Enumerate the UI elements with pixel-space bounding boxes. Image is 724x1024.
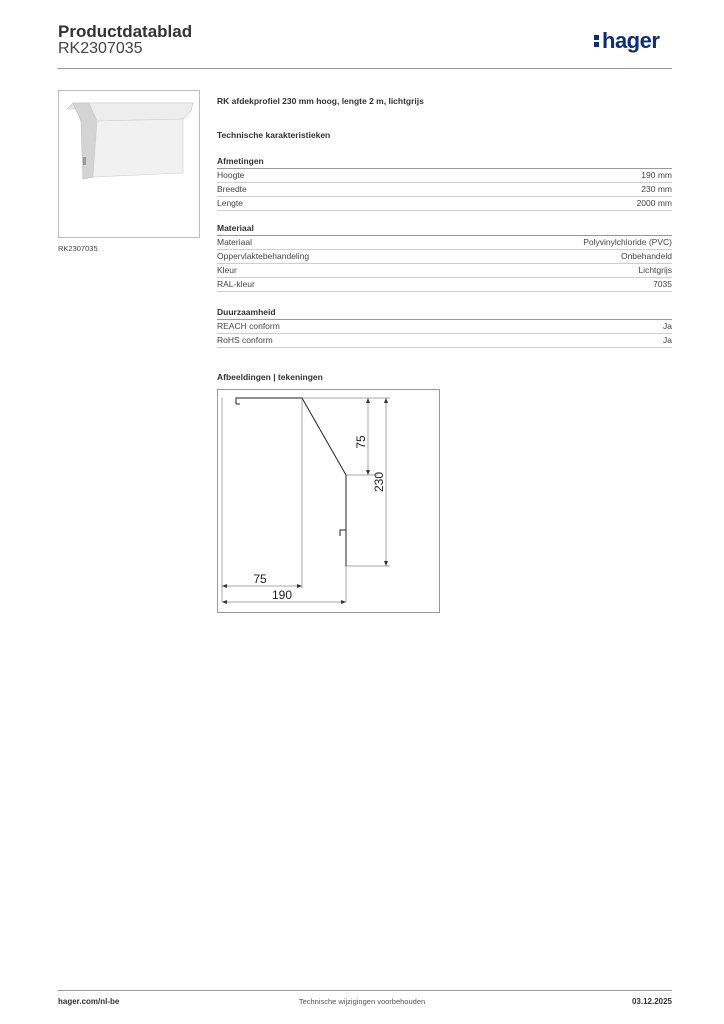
spec-group-material (217, 222, 672, 292)
spec-value: 7035 (653, 279, 672, 289)
footer-date: 03.12.2025 (631, 997, 672, 1006)
spec-label: REACH conform (217, 321, 280, 331)
spec-label: RoHS conform (217, 335, 273, 345)
spec-value: 230 mm (641, 184, 672, 194)
spec-value: Ja (663, 335, 672, 345)
spec-row (217, 320, 672, 334)
header-divider (58, 68, 672, 69)
spec-row (217, 236, 672, 250)
dimension-190: 190 (271, 588, 293, 602)
product-photo (58, 90, 200, 238)
photo-caption: RK2307035 (58, 244, 98, 253)
spec-label: RAL-kleur (217, 279, 255, 289)
group-title: Materiaal (217, 222, 672, 236)
spec-value: Ja (663, 321, 672, 331)
spec-row (217, 334, 672, 348)
dimension-75-horizontal: 75 (253, 572, 267, 586)
group-title: Afmetingen (217, 155, 672, 169)
spec-row (217, 264, 672, 278)
spec-row (217, 183, 672, 197)
footer-disclaimer: Technische wijzigingen voorbehouden (298, 997, 426, 1006)
spec-value: 190 mm (641, 170, 672, 180)
hager-logo (594, 28, 659, 54)
spec-row (217, 250, 672, 264)
product-title: RK afdekprofiel 230 mm hoog, lengte 2 m, lichtgrijs (217, 96, 424, 106)
dimension-230: 230 (372, 471, 386, 493)
spec-value: Onbehandeld (620, 251, 672, 261)
spec-value: Lichtgrijs (638, 265, 672, 275)
spec-label: Oppervlaktebehandeling (217, 251, 310, 261)
spec-row (217, 197, 672, 211)
spec-label: Hoogte (217, 170, 245, 180)
spec-row (217, 169, 672, 183)
spec-label: Materiaal (217, 237, 252, 247)
specs-heading: Technische karakteristieken (217, 130, 331, 140)
spec-group-sustainability (217, 306, 672, 348)
dimension-75-vertical: 75 (354, 435, 368, 449)
technical-drawing (217, 389, 440, 613)
spec-group-dimensions (217, 155, 672, 211)
logo-text: hager (602, 28, 660, 53)
spec-label: Lengte (217, 198, 243, 208)
document-title: Productdatablad (58, 22, 193, 41)
drawings-heading: Afbeeldingen | tekeningen (217, 372, 323, 382)
spec-value: 2000 mm (636, 198, 672, 208)
footer-divider (58, 990, 672, 991)
spec-value: Polyvinylchloride (PVC) (583, 237, 672, 247)
logo-dots-icon (594, 33, 600, 49)
footer-website[interactable]: hager.com/nl-be (58, 997, 120, 1006)
spec-label: Kleur (217, 265, 237, 275)
document-code: RK2307035 (58, 40, 143, 57)
group-title: Duurzaamheid (217, 306, 672, 320)
spec-row (217, 278, 672, 292)
spec-label: Breedte (217, 184, 247, 194)
